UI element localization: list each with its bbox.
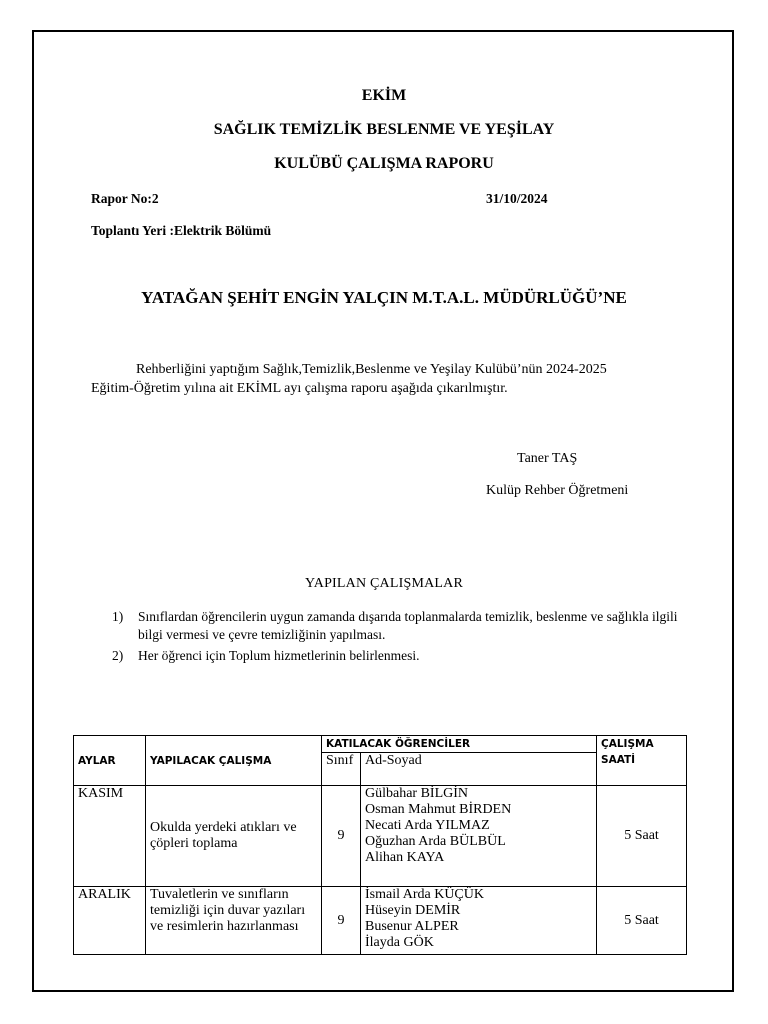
row-hours: 5 Saat (597, 887, 687, 955)
list-item-text: Her öğrenci için Toplum hizmetlerinin belirlenmesi. (138, 648, 420, 663)
student-name: Osman Mahmut BİRDEN (365, 802, 512, 817)
student-name: İsmail Arda KÜÇÜK (365, 887, 484, 902)
header-report-title: KULÜBÜ ÇALIŞMA RAPORU (274, 155, 494, 172)
student-name: Gülbahar BİLGİN (365, 786, 469, 801)
addressee: YATAĞAN ŞEHİT ENGİN YALÇIN M.T.A.L. MÜDÜRLÜĞÜ’NE (141, 288, 627, 307)
activity-table (73, 735, 687, 955)
signature-name: Taner TAŞ (517, 451, 578, 466)
row-month: ARALIK (74, 887, 146, 955)
meeting-location: Toplantı Yeri :Elektrik Bölümü (91, 223, 272, 238)
student-name: İlayda GÖK (365, 935, 434, 950)
list-item-text: Sınıflardan öğrencilerin uygun zamanda dışarıda toplanmalarda temizlik, beslenme ve sağlıkla ilgili bilgi vermesi ve çevre temizliğinin yapılması. (138, 609, 678, 642)
works-title: YAPILAN ÇALIŞMALAR (305, 576, 463, 591)
header-club-name: SAĞLIK TEMİZLİK BESLENME VE YEŞİLAY (213, 121, 555, 138)
list-item (112, 647, 692, 665)
student-name: Oğuzhan Arda BÜLBÜL (365, 834, 506, 849)
list-item-number: 2) (112, 648, 124, 663)
row-names (361, 786, 597, 887)
row-class: 9 (322, 887, 361, 955)
body-line-1: Rehberliğini yaptığım Sağlık,Temizlik,Beslenme ve Yeşilay Kulübü’nün 2024-2025 (136, 362, 607, 377)
student-name: Alihan KAYA (365, 850, 445, 865)
signature-title: Kulüp Rehber Öğretmeni (486, 483, 629, 498)
table-row (74, 887, 687, 955)
report-date: 31/10/2024 (486, 191, 548, 206)
row-names (361, 887, 597, 955)
header-name: Ad-Soyad (361, 753, 597, 786)
student-name: Hüseyin DEMİR (365, 903, 461, 918)
header-months: AYLAR (74, 736, 146, 786)
row-class: 9 (322, 786, 361, 887)
list-item (112, 608, 692, 644)
header-work: YAPILACAK ÇALIŞMA (146, 736, 322, 786)
list-item-number: 1) (112, 609, 124, 624)
works-list (112, 608, 692, 668)
body-line-2: Eğitim-Öğretim yılına ait EKİML ayı çalışma raporu aşağıda çıkarılmıştır. (91, 381, 508, 396)
row-work: Tuvaletlerin ve sınıfların temizliği için duvar yazıları ve resimlerin hazırlanması (146, 887, 322, 955)
header-hours: ÇALIŞMA SAATİ (597, 736, 687, 786)
report-number: Rapor No:2 (91, 191, 159, 206)
student-name: Necati Arda YILMAZ (365, 818, 490, 833)
row-month: KASIM (74, 786, 146, 887)
table-row (74, 786, 687, 887)
header-students: KATILACAK ÖĞRENCİLER (322, 736, 597, 753)
header-class: Sınıf (322, 753, 361, 786)
student-name: Busenur ALPER (365, 919, 459, 934)
header-month: EKİM (361, 87, 407, 104)
row-hours: 5 Saat (597, 786, 687, 887)
row-work: Okulda yerdeki atıkları ve çöpleri toplama (146, 786, 322, 887)
